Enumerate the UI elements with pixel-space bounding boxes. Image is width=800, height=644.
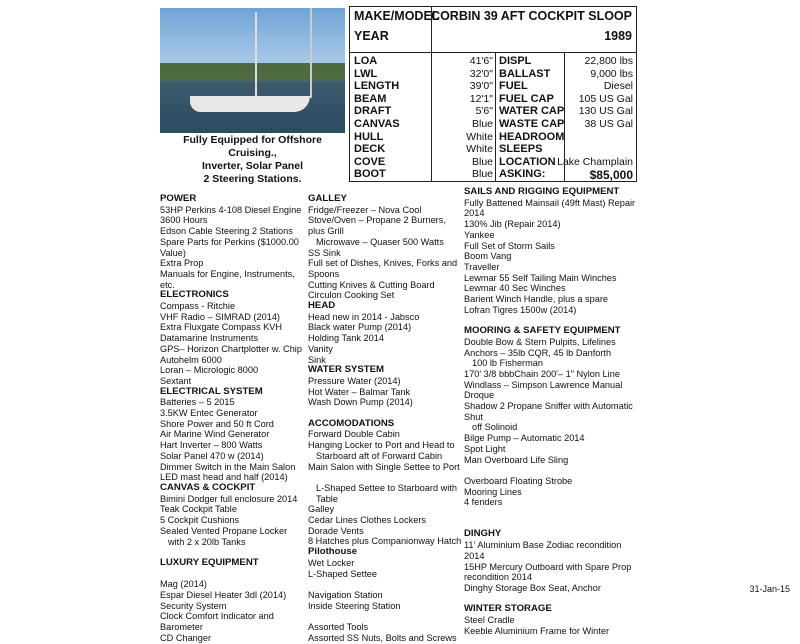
section-heading: ELECTRICAL SYSTEM xyxy=(160,385,263,397)
spec-label: BEAM xyxy=(354,92,387,105)
mast xyxy=(310,8,312,98)
list-item: Assorted Tools xyxy=(308,622,369,633)
section-heading: GALLEY xyxy=(308,193,347,204)
list-item: Navigation Station xyxy=(308,589,383,600)
list-item: Extra Prop xyxy=(160,258,204,269)
spec-label: FUEL xyxy=(499,80,528,93)
list-item: Spot Light xyxy=(464,443,506,454)
spec-label: ASKING: xyxy=(499,168,546,181)
list-item: Mag (2014) xyxy=(160,579,207,590)
spec-value: White xyxy=(466,130,493,143)
list-item: CD Changer xyxy=(160,632,212,643)
mast xyxy=(255,12,257,98)
caption-line: 2 Steering Stations. xyxy=(203,173,302,185)
list-item: Windlass – Simpson Lawrence Manual xyxy=(464,379,623,390)
spec-value: 12'1" xyxy=(469,92,493,105)
spec-label: LOCATION xyxy=(499,155,556,168)
boat-photo xyxy=(160,8,345,133)
list-item: off Solinoid xyxy=(472,422,518,433)
list-item: Spare Parts for Perkins ($1000.00 Value) xyxy=(160,236,299,258)
section-heading: DINGHY xyxy=(464,528,502,540)
spec-value: $85,000 xyxy=(589,168,633,183)
spec-value: 22,800 lbs xyxy=(584,55,633,67)
list-item: 100 lb Fisherman xyxy=(472,358,543,369)
list-item: Forward Double Cabin xyxy=(308,429,400,440)
list-item xyxy=(464,594,644,605)
list-item: Dorade Vents xyxy=(308,525,364,536)
spec-value: 32'0" xyxy=(469,67,493,80)
list-item: Wet Locker xyxy=(308,557,355,568)
list-item: Sextant xyxy=(160,375,192,386)
list-item: Autohelm 6000 xyxy=(160,354,222,365)
list-item: Dinghy Storage Box Seat, Anchor xyxy=(464,582,601,593)
list-item: VHF Radio – SIMRAD (2014) xyxy=(160,311,280,322)
spec-value: Blue xyxy=(471,155,493,168)
caption-line: Inverter, Solar Panel xyxy=(202,160,303,172)
list-item: 53HP Perkins 4-108 Diesel Engine xyxy=(160,204,302,215)
equipment-column-3 xyxy=(464,187,644,636)
list-item: 15HP Mercury Outboard with Spare Prop xyxy=(464,561,632,572)
list-item: Lofran Tigres 1500w (2014) xyxy=(464,304,577,315)
list-item: 170' 3/8 bbbChain 200'– 1" Nylon Line xyxy=(464,368,620,379)
list-item: L-Shaped Settee xyxy=(308,568,377,579)
spec-value: 105 US Gal xyxy=(578,92,633,105)
list-item: Loran – Micrologic 8000 xyxy=(160,365,259,376)
spec-label: WASTE CAP xyxy=(499,118,565,130)
list-item: Circulon Cooking Set xyxy=(308,290,395,301)
list-item: Clock Comfort Indicator and Barometer xyxy=(160,611,274,633)
list-item: Dimmer Switch in the Main Salon xyxy=(160,461,296,472)
list-item: Hot Water – Balmar Tank xyxy=(308,386,411,397)
spec-label: BALLAST xyxy=(499,67,551,80)
list-item: Double Bow & Stern Pulpits, Lifelines xyxy=(464,336,616,347)
photo-caption xyxy=(160,134,345,186)
list-item: Mooring Lines xyxy=(464,486,522,497)
spec-label: WATER CAP xyxy=(499,105,565,118)
list-item xyxy=(464,465,644,476)
spec-label: COVE xyxy=(354,155,386,168)
list-item: Barient Winch Handle, plus a spare xyxy=(464,294,609,305)
list-item: Edson Cable Steering 2 Stations xyxy=(160,226,293,237)
spec-value: White xyxy=(466,143,493,156)
list-item: Fully Battened Mainsail (49ft Mast) Repair 2014 xyxy=(464,197,636,219)
list-item: Compass - Ritchie xyxy=(160,301,236,312)
spec-value: Lake Champlain xyxy=(557,155,633,168)
list-item: Yankee xyxy=(464,229,495,240)
list-item: Main Salon with Single Settee to Port xyxy=(308,461,460,472)
equipment-column-2 xyxy=(308,194,463,643)
equipment-column-1 xyxy=(160,194,310,644)
spec-value: 38 US Gal xyxy=(584,118,633,130)
list-item xyxy=(464,508,644,519)
spec-value: 41'6" xyxy=(469,55,493,67)
list-item: Black water Pump (2014) xyxy=(308,322,412,333)
section-heading: HEAD xyxy=(308,300,336,312)
list-item: Full Set of Storm Sails xyxy=(464,240,555,251)
list-item: Overboard Floating Strobe xyxy=(464,475,573,486)
list-item: 4 fenders xyxy=(464,497,503,508)
list-item: with 2 x 20lb Tanks xyxy=(168,536,246,547)
make-label: MAKE/MODEL xyxy=(354,9,440,23)
list-item: Espar Diesel Heater 3dl (2014) xyxy=(160,589,287,600)
spec-label: BOOT xyxy=(354,168,386,181)
list-item: L-Shaped Settee to Starboard with Table xyxy=(316,482,457,504)
list-item: GPS– Horizon Chartplotter w. Chip xyxy=(160,343,302,354)
list-item: recondition 2014 xyxy=(464,572,532,583)
spec-label: SLEEPS xyxy=(499,143,543,156)
list-item: Vanity xyxy=(308,343,333,354)
list-item xyxy=(308,579,463,590)
list-item: Boom Vang xyxy=(464,251,512,262)
list-item xyxy=(308,472,463,483)
list-item: Anchors – 35lb CQR, 45 lb Danforth xyxy=(464,347,612,358)
spec-table xyxy=(349,6,637,182)
caption-line: Fully Equipped for Offshore Cruising., xyxy=(183,134,322,159)
list-item: 130% Jib (Repair 2014) xyxy=(464,219,561,230)
divider xyxy=(495,53,496,181)
section-heading: WATER SYSTEM xyxy=(308,364,385,376)
list-item: Batteries – 5 2015 xyxy=(160,397,235,408)
spec-value: 5'6" xyxy=(475,105,493,118)
list-item xyxy=(308,611,463,622)
spec-value: 130 US Gal xyxy=(578,105,633,118)
list-item: SS Sink xyxy=(308,247,341,258)
spec-label: HEADROOM xyxy=(499,130,565,143)
spec-value: Blue xyxy=(471,168,493,181)
list-item: LED mast head and half (2014) xyxy=(160,472,288,483)
list-item: Cutting Knives & Cutting Board xyxy=(308,279,435,290)
section-heading: ELECTRONICS xyxy=(160,289,229,301)
spec-label: HULL xyxy=(354,130,384,143)
list-item: Bimini Dodger full enclosure 2014 xyxy=(160,493,298,504)
list-item: 5 Cockpit Cushions xyxy=(160,515,240,526)
list-item: Starboard aft of Forward Cabin xyxy=(316,450,443,461)
list-item: Hart Inverter – 800 Watts xyxy=(160,440,263,451)
spec-value: Blue xyxy=(471,118,493,130)
spec-label: CANVAS xyxy=(354,118,400,130)
list-item: Extra Fluxgate Compass KVH xyxy=(160,322,283,333)
list-item: Manuals for Engine, Instruments, etc. xyxy=(160,268,295,290)
list-item: Inside Steering Station xyxy=(308,600,401,611)
spec-label: LENGTH xyxy=(354,80,400,93)
list-item: Hanging Locker to Port and Head to xyxy=(308,440,455,451)
list-item: Security System xyxy=(160,600,227,611)
list-item: Stove/Oven – Propane 2 Burners, plus Grill xyxy=(308,215,446,237)
list-item: Air Marine Wind Generator xyxy=(160,429,270,440)
list-item: Head new in 2014 - Jabsco xyxy=(308,311,420,322)
spec-label: LOA xyxy=(354,55,378,67)
list-item: Pressure Water (2014) xyxy=(308,375,401,386)
list-item xyxy=(160,569,310,580)
list-item: Assorted SS Nuts, Bolts and Screws xyxy=(308,632,457,643)
spec-label: DISPL xyxy=(499,55,532,67)
year-value: 1989 xyxy=(604,29,632,43)
list-item: Fridge/Freezer – Nova Cool xyxy=(308,204,422,215)
section-heading: Pilothouse xyxy=(308,546,358,558)
spec-label: FUEL CAP xyxy=(499,92,554,105)
spec-label: LWL xyxy=(354,67,378,80)
section-heading: MOORING & SAFETY EQUIPMENT xyxy=(464,325,621,337)
list-item: Wash Down Pump (2014) xyxy=(308,397,413,408)
year-label: YEAR xyxy=(354,29,389,43)
list-item: Steel Cradle xyxy=(464,615,515,626)
list-item: 11' Aluminium Base Zodiac recondition 2014 xyxy=(464,540,622,561)
list-item: Keeble Aluminium Frame for Winter xyxy=(464,625,610,636)
spec-label: DECK xyxy=(354,143,386,156)
section-heading: POWER xyxy=(160,193,197,204)
divider xyxy=(350,52,636,53)
list-item: Sealed Vented Propane Locker xyxy=(160,525,288,536)
list-item: 3600 Hours xyxy=(160,215,208,226)
section-heading: SAILS AND RIGGING EQUIPMENT xyxy=(464,186,620,197)
list-item: Lewmar 40 Sec Winches xyxy=(464,283,566,294)
make-value: CORBIN 39 AFT COCKPIT SLOOP xyxy=(431,9,632,23)
list-item: Datamarine Instruments xyxy=(160,333,259,344)
section-heading: WINTER STORAGE xyxy=(464,603,552,615)
shoreline xyxy=(160,63,345,79)
spec-label: DRAFT xyxy=(354,105,392,118)
footer-date: 31-Jan-15 xyxy=(749,584,790,594)
list-item: Sink xyxy=(308,354,326,365)
list-item: Lewmar 55 Self Tailing Main Winches xyxy=(464,272,617,283)
section-heading: LUXURY EQUIPMENT xyxy=(160,556,259,568)
list-item: Galley xyxy=(308,504,335,515)
section-heading: CANVAS & COCKPIT xyxy=(160,481,256,493)
list-item: Droque xyxy=(464,390,495,401)
spec-value: Diesel xyxy=(603,80,633,93)
divider xyxy=(431,7,432,181)
list-item: Microwave – Quaser 500 Watts xyxy=(316,236,444,247)
list-item: Shadow 2 Propane Sniffer with Automatic Shut xyxy=(464,401,633,422)
spec-value: 39'0" xyxy=(469,80,493,93)
list-item: Teak Cockpit Table xyxy=(160,504,237,515)
spec-value: 9,000 lbs xyxy=(590,67,633,80)
list-item: Cedar Lines Clothes Lockers xyxy=(308,515,426,526)
list-item: 3.5KW Entec Generator xyxy=(160,408,258,419)
section-heading: ACCOMODATIONS xyxy=(308,417,395,429)
list-item: 8 Hatches plus Companionway Hatch xyxy=(308,536,462,547)
list-item: Holding Tank 2014 xyxy=(308,333,384,344)
list-item: Traveller xyxy=(464,261,500,272)
list-item: Full set of Dishes, Knives, Forks and Spoons xyxy=(308,258,458,279)
list-item: Bilge Pump – Automatic 2014 xyxy=(464,433,585,444)
list-item: Shore Power and 50 ft Cord xyxy=(160,418,274,429)
list-item: Solar Panel 470 w (2014) xyxy=(160,450,264,461)
list-item: Man Overboard Life Sling xyxy=(464,454,569,465)
boat-hull xyxy=(190,96,310,112)
